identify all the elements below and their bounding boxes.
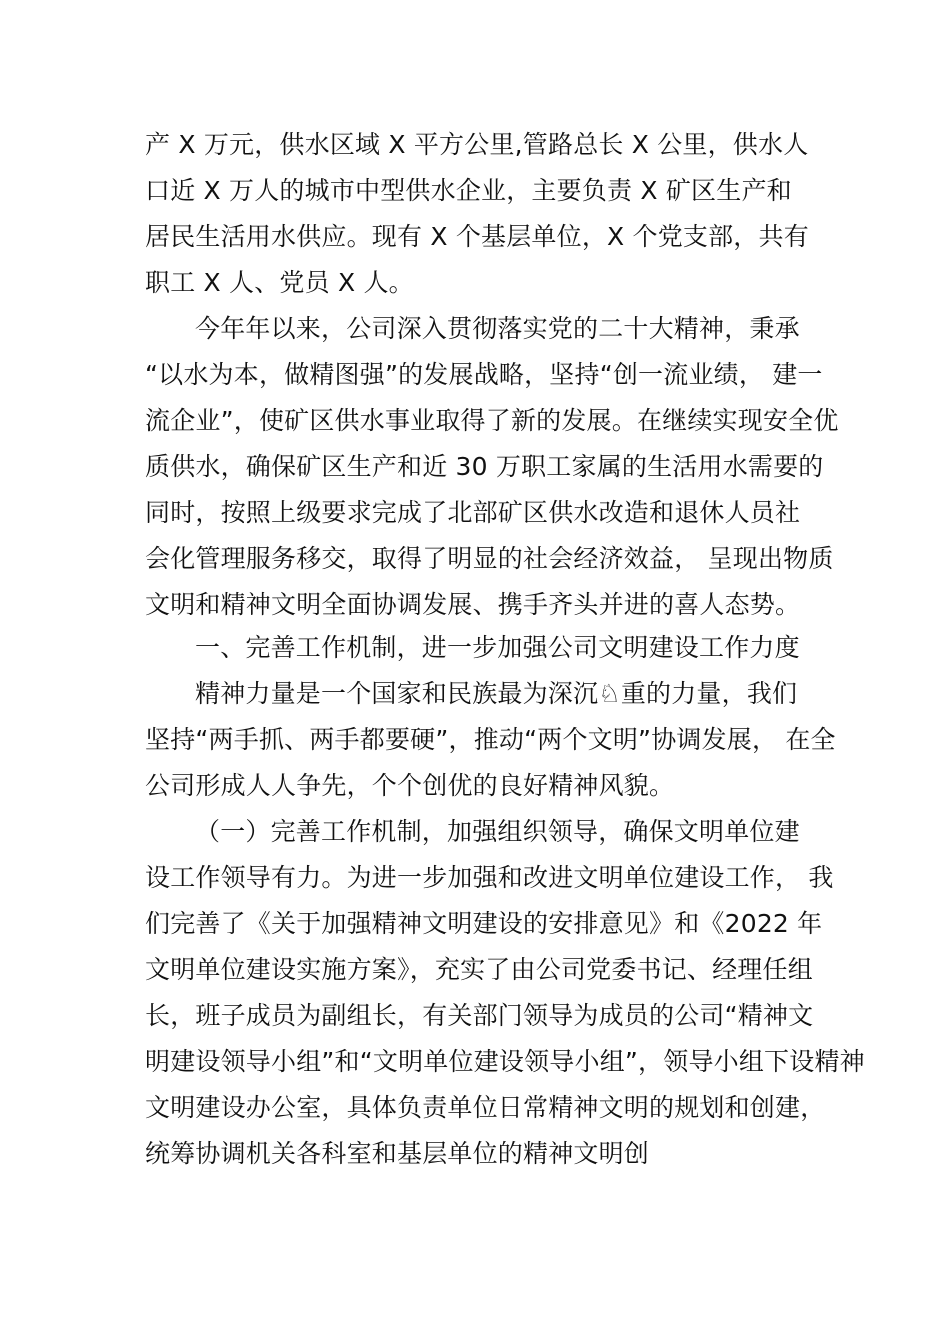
- text-line-9: 同时，按照上级要求完成了北部矿区供水改造和退休人员社: [145, 498, 801, 527]
- text-line-4: 职工 X 人、党员 X 人。: [145, 268, 414, 297]
- text-line-3: 居民生活用水供应。现有 X 个基层单位，X 个党支部，共有: [145, 222, 809, 251]
- text-line-17: 设工作领导有力。为进一步加强和改进文明单位建设工作， 我: [145, 863, 834, 892]
- text-line-11: 文明和精神文明全面协调发展、携手齐头并进的喜人态势。: [145, 590, 801, 619]
- subsection-heading: （一）完善工作机制，加强组织领导，确保文明单位建: [195, 817, 800, 846]
- section-heading: 一、完善工作机制，进一步加强公司文明建设工作力度: [195, 633, 800, 662]
- text-line-2: 口近 X 万人的城市中型供水企业，主要负责 X 矿区生产和: [145, 176, 792, 205]
- text-line-6: “以水为本，做精图强”的发展战略，坚持“创一流业绩， 建一: [145, 360, 823, 389]
- text-line-23: 统筹协调机关各科室和基层单位的精神文明创: [145, 1139, 650, 1168]
- text-line-1: 产 X 万元，供水区域 X 平方公里,管路总长 X 公里，供水人: [145, 130, 809, 159]
- text-line-10: 会化管理服务移交，取得了明显的社会经济效益， 呈现出物质: [145, 544, 834, 573]
- text-line-18: 们完善了《关于加强精神文明建设的安排意见》和《2022 年: [145, 909, 823, 938]
- text-line-8: 质供水，确保矿区生产和近 30 万职工家属的生活用水需要的: [145, 452, 824, 481]
- text-line-22: 文明建设办公室，具体负责单位日常精神文明的规划和创建，: [145, 1093, 826, 1122]
- text-line-19: 文明单位建设实施方案》，充实了由公司党委书记、经理任组: [145, 955, 813, 984]
- text-line-15: 公司形成人人争先，个个创优的良好精神风貌。: [145, 771, 675, 800]
- paragraph-start-line: 精神力量是一个国家和民族最为深沉♘重的力量，我们: [195, 679, 798, 708]
- paragraph-start-line: 今年年以来，公司深入贯彻落实党的二十大精神，秉承: [195, 314, 800, 343]
- text-line-21: 明建设领导小组”和“文明单位建设领导小组”，领导小组下设精神: [145, 1047, 865, 1076]
- text-line-20: 长，班子成员为副组长，有关部门领导为成员的公司“精神文: [145, 1001, 814, 1030]
- text-line-7: 流企业”，使矿区供水事业取得了新的发展。在继续实现安全优: [145, 406, 839, 435]
- text-line-14: 坚持“两手抓、两手都要硬”，推动“两个文明”协调发展， 在全: [145, 725, 836, 754]
